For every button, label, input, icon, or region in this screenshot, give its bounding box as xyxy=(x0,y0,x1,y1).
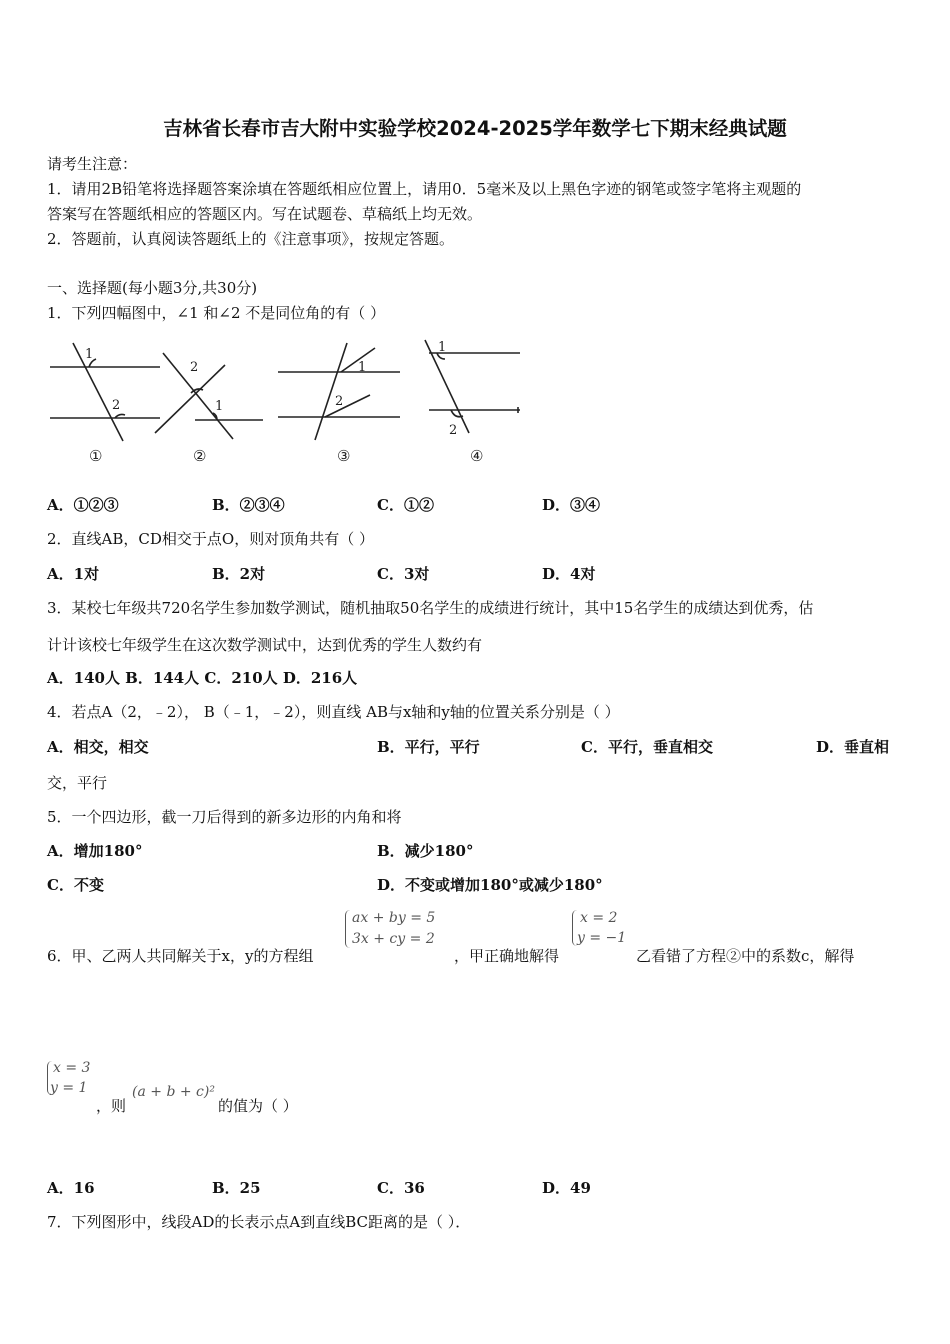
q4-option-b[interactable]: B．平行，平行 xyxy=(377,738,480,756)
section-heading: 一、选择题(每小题3分,共30分) xyxy=(47,279,258,297)
q6-option-d[interactable]: D．49 xyxy=(542,1179,591,1197)
q5-stem: 5．一个四边形，截一刀后得到的新多边形的内角和将 xyxy=(47,808,402,826)
q1-stem: 1．下列四幅图中，∠1 和∠2 不是同位角的有（ ） xyxy=(47,304,386,322)
fig3-angle-2: 2 xyxy=(335,394,344,409)
fig-label-2: ② xyxy=(193,447,207,465)
q6-option-c[interactable]: C．36 xyxy=(377,1179,425,1197)
q5-option-d[interactable]: D．不变或增加180°或减少180° xyxy=(377,876,603,894)
q6-stem-b: ，甲正确地解得 xyxy=(454,947,560,965)
q4-option-c[interactable]: C．平行，垂直相交 xyxy=(581,738,713,756)
q5-option-c[interactable]: C．不变 xyxy=(47,876,104,894)
q6-expression: (a + b + c)² xyxy=(132,1084,215,1100)
fig-label-1: ① xyxy=(89,447,103,465)
fig1-angle-1: 1 xyxy=(85,347,94,362)
q4-option-a[interactable]: A．相交，相交 xyxy=(47,738,149,756)
q3-stem-line-1: 3．某校七年级共720名学生参加数学测试，随机抽取50名学生的成绩进行统计，其中15名学生的成绩达到优秀，估 xyxy=(47,599,814,617)
q6-sol2-x: x = 3 xyxy=(53,1060,91,1076)
fig4-angle-1: 1 xyxy=(438,340,447,355)
q6-sol1-x: x = 2 xyxy=(580,910,618,926)
fig2-angle-1: 1 xyxy=(215,399,224,414)
q6-option-b[interactable]: B．25 xyxy=(212,1179,261,1197)
q6-system-eq2: 3x + cy = 2 xyxy=(352,931,435,947)
q6-sol2-y: y = 1 xyxy=(50,1080,88,1096)
q3-stem-line-2: 计计该校七年级学生在这次数学测试中，达到优秀的学生人数约有 xyxy=(47,636,483,654)
q2-option-c[interactable]: C．3对 xyxy=(377,565,430,583)
q6-stem-a: 6．甲、乙两人共同解关于x，y的方程组 xyxy=(47,947,314,965)
q4-option-d[interactable]: D．垂直相 xyxy=(816,738,890,756)
q2-stem: 2．直线AB，CD相交于点O，则对顶角共有（ ） xyxy=(47,530,374,548)
q6-option-a[interactable]: A．16 xyxy=(47,1179,95,1197)
q4-stem: 4．若点A（2，﹣2）， B（﹣1，﹣2），则直线 AB与x轴和y轴的位置关系分别是（ ） xyxy=(47,703,620,721)
q6-sol1-y: y = −1 xyxy=(577,930,627,946)
fig-label-3: ③ xyxy=(337,447,351,465)
q5-option-b[interactable]: B．减少180° xyxy=(377,842,474,860)
notice-line-2: 2．答题前，认真阅读答题纸上的《注意事项》，按规定答题。 xyxy=(47,230,455,248)
fig1-angle-2: 2 xyxy=(112,398,121,413)
fig4-angle-2: 2 xyxy=(449,423,458,438)
q1-option-a[interactable]: A．①②③ xyxy=(47,496,119,514)
q7-stem: 7．下列图形中，线段AD的长表示点A到直线BC距离的是（ ）． xyxy=(47,1213,471,1231)
fig2-angle-2: 2 xyxy=(190,360,199,375)
fig3-angle-1: 1 xyxy=(358,360,367,375)
q1-option-d[interactable]: D．③④ xyxy=(542,496,601,514)
q4-option-d-cont: 交，平行 xyxy=(47,774,108,792)
q1-option-b[interactable]: B．②③④ xyxy=(212,496,285,514)
fig-label-4: ④ xyxy=(470,447,484,465)
q6-stem-c: 乙看错了方程②中的系数c，解得 xyxy=(636,947,855,965)
notice-line-1b: 答案写在答题纸相应的答题区内。写在试题卷、草稿纸上均无效。 xyxy=(47,205,483,223)
q1-figures xyxy=(45,335,525,470)
q2-option-d[interactable]: D．4对 xyxy=(542,565,596,583)
q1-option-c[interactable]: C．①② xyxy=(377,496,434,514)
notice-line-1a: 1．请用2B铅笔将选择题答案涂填在答题纸相应位置上，请用0．5毫米及以上黑色字迹的钢笔或签字笔将主观题的 xyxy=(47,180,802,198)
q6-system-brace xyxy=(345,910,350,948)
q6-stem-e: 的值为（ ） xyxy=(218,1097,298,1115)
q2-option-b[interactable]: B．2对 xyxy=(212,565,266,583)
q2-option-a[interactable]: A．1对 xyxy=(47,565,100,583)
q6-stem-d: ，则 xyxy=(96,1097,127,1115)
q5-option-a[interactable]: A．增加180° xyxy=(47,842,143,860)
notice-heading: 请考生注意： xyxy=(47,155,138,173)
page-title: 吉林省长春市吉大附中实验学校2024-2025学年数学七下期末经典试题 xyxy=(163,117,787,140)
q6-system-eq1: ax + by = 5 xyxy=(352,910,436,926)
q3-options[interactable]: A．140人 B．144人 C．210人 D．216人 xyxy=(47,669,358,687)
